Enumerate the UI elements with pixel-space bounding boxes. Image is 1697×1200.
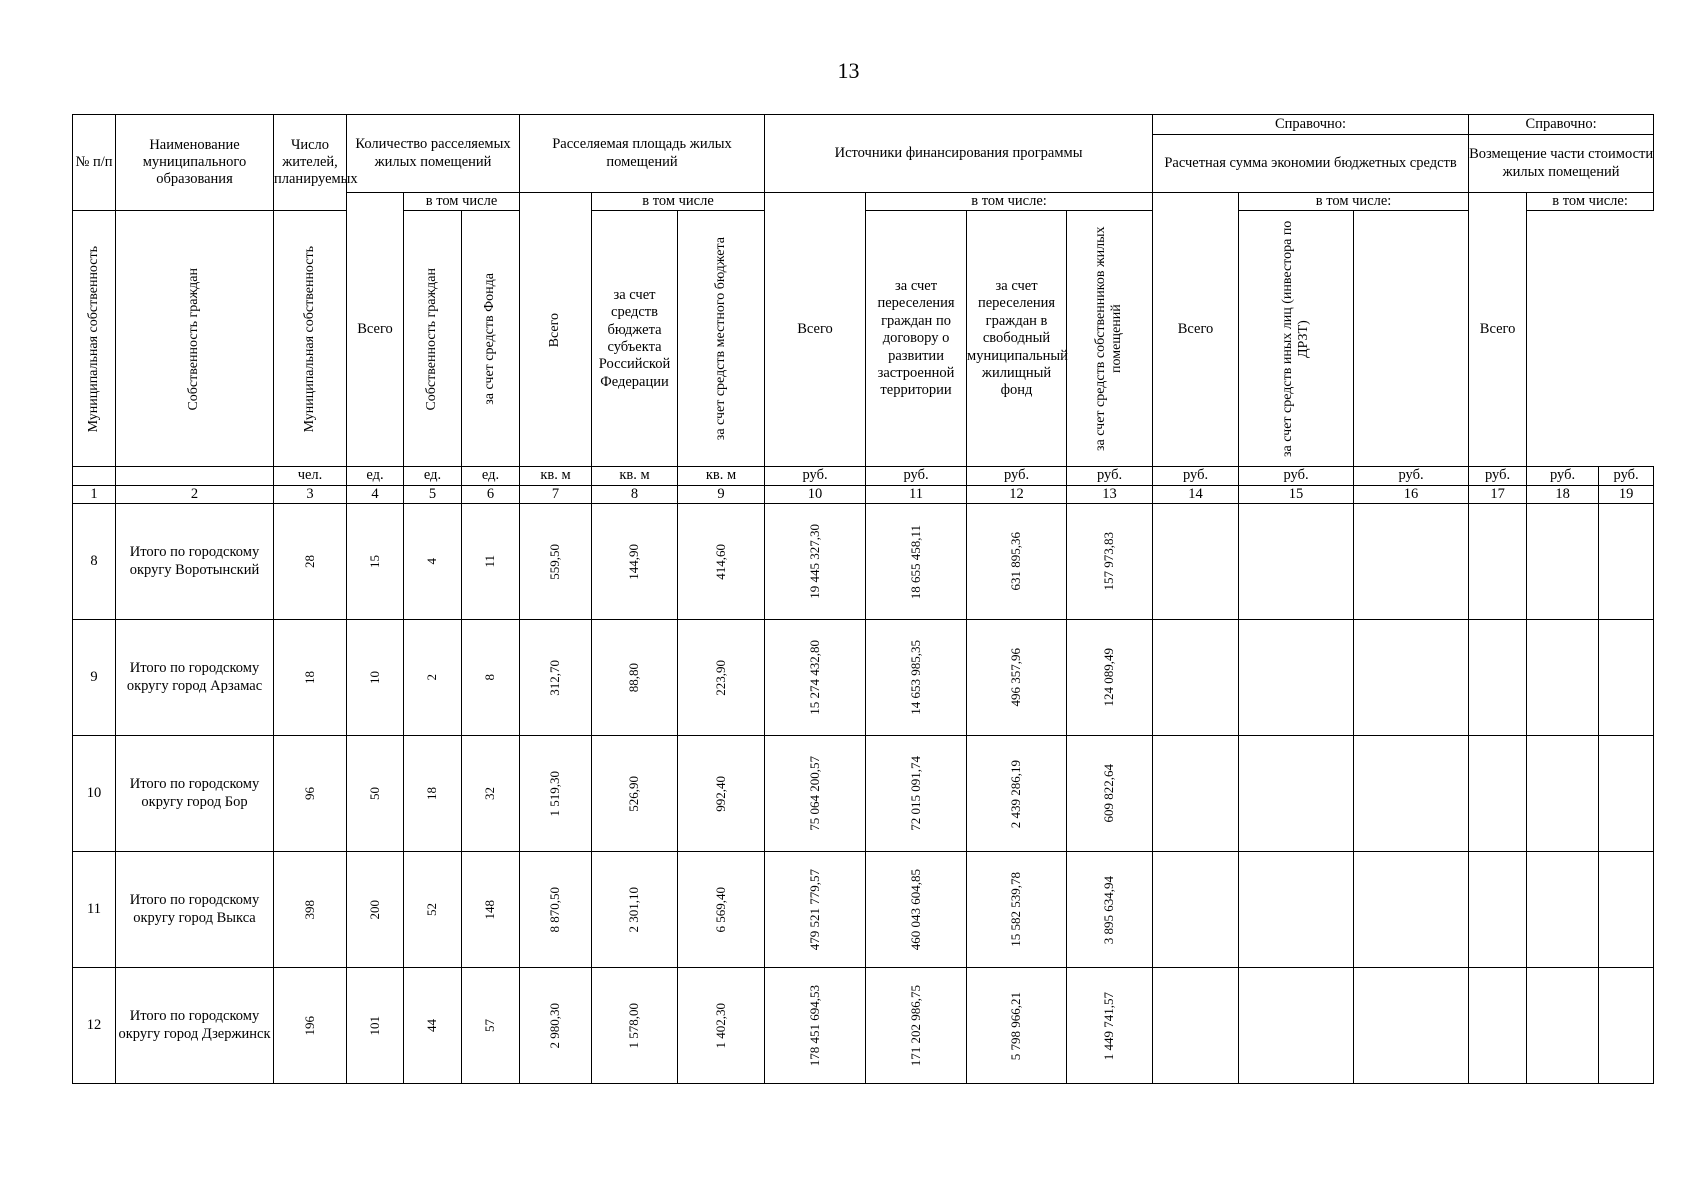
empty-cell-col-18 [1527,968,1599,1084]
cell-area-total [520,504,592,620]
cell-value: 52 [424,903,440,917]
cell-value: 2 301,10 [626,886,642,933]
header-comp-investors-label: за счет средств иных лиц (инвестора по ДРЗТ) [1279,220,1312,458]
cell-value: 496 357,96 [1008,648,1024,707]
column-number: 3 [274,485,347,503]
header-comp-total: Всего [1469,193,1527,467]
empty-cell-col-17 [1469,736,1527,852]
cell-value: 15 [366,555,382,569]
empty-cell-col-18 [1527,504,1599,620]
cell-value: 19 445 327,30 [806,524,822,600]
cell-fin-fund [866,620,967,736]
header-area-cit-label: Собственность граждан [424,267,440,411]
cell-area-cit [678,504,765,620]
cell-value: 157 973,83 [1101,532,1117,591]
cell-qty-total [347,736,404,852]
cell-fin-local [1067,852,1153,968]
cell-qty-total [347,968,404,1084]
empty-cell-col-19 [1599,968,1654,1084]
cell-value: 18 [301,671,317,685]
cell-area-mun [592,620,678,736]
cell-value: 178 451 694,53 [806,985,822,1067]
header-qty-group: Количество расселяемых жилых помещений [347,115,520,193]
cell-value: 124 089,49 [1101,648,1117,707]
column-number: 18 [1527,485,1599,503]
cell-fin-total [765,968,866,1084]
column-number: 6 [462,485,520,503]
empty-cell-col-17 [1469,620,1527,736]
table-row [73,968,1654,1084]
cell-area-cit [678,736,765,852]
cell-value: 15 582 539,78 [1008,872,1024,948]
cell-value: 992,40 [712,775,728,812]
empty-cell-col-14 [1153,968,1239,1084]
unit-cell: руб. [1354,467,1469,485]
empty-cell-col-17 [1469,968,1527,1084]
cell-value: 101 [366,1015,382,1036]
empty-cell-col-16 [1354,620,1469,736]
cell-area-cit [678,968,765,1084]
column-number: 4 [347,485,404,503]
empty-cell-col-17 [1469,504,1527,620]
header-ref-1: Справочно: [1153,115,1469,135]
cell-area-mun [592,968,678,1084]
empty-cell-col-18 [1527,620,1599,736]
empty-cell-col-15 [1239,620,1354,736]
header-qty-cit [116,211,274,467]
municipality-name: Итого по городскому округу город Бор [116,736,274,852]
cell-residents [274,620,347,736]
row-number: 8 [73,504,116,620]
column-number: 8 [592,485,678,503]
empty-cell-col-16 [1354,736,1469,852]
header-area-group: Расселяемая площадь жилых помещений [520,115,765,193]
empty-cell-col-19 [1599,504,1654,620]
cell-value: 5 798 966,21 [1008,991,1024,1060]
header-econ-incl: в том числе: [1239,193,1469,211]
empty-cell-col-16 [1354,968,1469,1084]
empty-cell-col-14 [1153,504,1239,620]
cell-area-cit [678,620,765,736]
cell-value: 28 [301,555,317,569]
cell-value: 414,60 [712,543,728,580]
cell-area-total [520,736,592,852]
empty-cell-col-15 [1239,852,1354,968]
unit-cell: руб. [1469,467,1527,485]
header-ref-2: Справочно: [1469,115,1654,135]
empty-cell-col-15 [1239,968,1354,1084]
column-number: 1 [73,485,116,503]
cell-value: 479 521 779,57 [806,869,822,951]
header-comp-owners-label: за счет средств собственников жилых помещений [1093,226,1125,452]
cell-qty-cit [462,504,520,620]
empty-cell-col-14 [1153,736,1239,852]
cell-value: 11 [482,555,498,568]
unit-cell: ед. [347,467,404,485]
cell-area-total [520,852,592,968]
cell-value: 526,90 [626,775,642,812]
cell-fin-subj [967,620,1067,736]
cell-fin-total [765,852,866,968]
unit-cell: кв. м [678,467,765,485]
empty-cell-col-18 [1527,852,1599,968]
unit-empty-2 [116,467,274,485]
cell-value: 15 274 432,80 [806,640,822,716]
table-body [73,504,1654,1084]
header-comp-incl: в том числе: [1527,193,1654,211]
cell-qty-total [347,852,404,968]
header-area-incl: в том числе [592,193,765,211]
cell-qty-mun [404,504,462,620]
column-number: 7 [520,485,592,503]
header-econ-group: Расчетная сумма экономии бюджетных средств [1153,135,1469,193]
column-number: 9 [678,485,765,503]
column-numbers-row [73,485,1654,503]
header-econ-dev: за счет переселения граждан по договору о развитии застроенной территории [866,211,967,467]
unit-cell: руб. [967,467,1067,485]
unit-cell: ед. [404,467,462,485]
header-fin-local-label: за счет средств местного бюджета [712,237,728,441]
table-row [73,504,1654,620]
empty-cell-col-15 [1239,736,1354,852]
cell-qty-mun [404,736,462,852]
table-row [73,852,1654,968]
column-number: 12 [967,485,1067,503]
header-area-mun [274,211,347,467]
row-number: 11 [73,852,116,968]
cell-fin-fund [866,968,967,1084]
cell-qty-cit [462,852,520,968]
cell-value: 200 [366,899,382,920]
header-qty-mun-label: Муниципальная собственность [85,245,101,433]
cell-value: 312,70 [547,659,563,696]
header-qty-incl: в том числе [404,193,520,211]
cell-value: 57 [482,1019,498,1033]
unit-cell: кв. м [520,467,592,485]
cell-value: 6 569,40 [712,886,728,933]
cell-value: 10 [366,671,382,685]
header-qty-cit-label: Собственность граждан [186,267,202,411]
cell-value: 196 [301,1015,317,1036]
cell-fin-fund [866,736,967,852]
cell-value: 14 653 985,35 [907,640,923,716]
cell-area-mun [592,852,678,968]
cell-qty-total [347,620,404,736]
municipality-name: Итого по городскому округу Воротынский [116,504,274,620]
header-fin-total: Всего [765,193,866,467]
cell-area-cit [678,852,765,968]
header-comp-group: Возмещение части стоимости жилых помещений [1469,135,1654,193]
header-econ-total: Всего [1153,193,1239,467]
cell-value: 144,90 [626,543,642,580]
cell-area-mun [592,504,678,620]
empty-cell-col-19 [1599,736,1654,852]
cell-fin-local [1067,968,1153,1084]
unit-cell: руб. [1599,467,1654,485]
unit-cell: чел. [274,467,347,485]
cell-value: 559,50 [547,543,563,580]
cell-value: 148 [482,899,498,920]
cell-residents [274,736,347,852]
cell-fin-fund [866,504,967,620]
cell-fin-local [1067,504,1153,620]
header-comp-owners [1067,211,1153,467]
header-residents: Число жителей, планируемых [274,115,347,211]
cell-fin-local [1067,620,1153,736]
column-number: 15 [1239,485,1354,503]
column-number: 11 [866,485,967,503]
cell-value: 1 519,30 [547,770,563,817]
empty-cell-col-16 [1354,852,1469,968]
column-number: 14 [1153,485,1239,503]
unit-cell: руб. [1067,467,1153,485]
cell-value: 631 895,36 [1008,532,1024,591]
cell-fin-total [765,504,866,620]
header-comp-investors [1239,211,1354,467]
header-fin-group: Источники финансирования программы [765,115,1153,193]
unit-cell: кв. м [592,467,678,485]
empty-cell-col-14 [1153,852,1239,968]
cell-value: 1 449 741,57 [1101,991,1117,1060]
empty-cell-col-15 [1239,504,1354,620]
cell-qty-total [347,504,404,620]
municipality-name: Итого по городскому округу город Дзержинск [116,968,274,1084]
empty-cell-col-19 [1599,620,1654,736]
column-number: 2 [116,485,274,503]
cell-value: 8 [482,674,498,681]
cell-fin-subj [967,504,1067,620]
empty-cell-col-14 [1153,620,1239,736]
header-num: № п/п [73,115,116,211]
cell-value: 96 [301,787,317,801]
header-area-total-label: Всего [547,312,563,347]
header-qty-total: Всего [347,193,404,467]
cell-value: 398 [301,899,317,920]
unit-cell: руб. [1239,467,1354,485]
column-number: 13 [1067,485,1153,503]
column-number: 19 [1599,485,1654,503]
cell-value: 72 015 091,74 [907,756,923,832]
row-number: 9 [73,620,116,736]
cell-fin-subj [967,968,1067,1084]
cell-area-total [520,968,592,1084]
table-row [73,736,1654,852]
cell-value: 2 439 286,19 [1008,759,1024,828]
empty-cell-col-19 [1599,852,1654,968]
header-fin-fund [462,211,520,467]
unit-cell: руб. [866,467,967,485]
cell-fin-fund [866,852,967,968]
cell-value: 171 202 986,75 [907,985,923,1067]
unit-empty-1 [73,467,116,485]
resettlement-table [72,114,1654,1084]
cell-value: 609 822,64 [1101,764,1117,823]
cell-qty-cit [462,736,520,852]
header-area-cit [404,211,462,467]
header-fin-incl: в том числе: [866,193,1153,211]
cell-residents [274,968,347,1084]
cell-fin-subj [967,852,1067,968]
unit-cell: руб. [1527,467,1599,485]
cell-value: 8 870,50 [547,886,563,933]
empty-cell-col-16 [1354,504,1469,620]
cell-qty-cit [462,620,520,736]
cell-value: 223,90 [712,659,728,696]
page-number: 13 [837,58,860,83]
cell-value: 18 [424,787,440,801]
cell-residents [274,852,347,968]
cell-value: 44 [424,1019,440,1033]
empty-cell-col-18 [1527,736,1599,852]
cell-area-total [520,620,592,736]
cell-area-mun [592,736,678,852]
header-qty-mun [73,211,116,467]
header-fin-subj: за счет средств бюджета субъекта Российской Федерации [592,211,678,467]
cell-fin-total [765,620,866,736]
cell-value: 50 [366,787,382,801]
cell-value: 75 064 200,57 [806,756,822,832]
header-econ-free: за счет переселения граждан в свободный муниципальный жилищный фонд [967,211,1067,467]
column-number: 10 [765,485,866,503]
cell-fin-subj [967,736,1067,852]
column-number: 17 [1469,485,1527,503]
cell-value: 2 [424,674,440,681]
cell-fin-total [765,736,866,852]
unit-cell: ед. [462,467,520,485]
header-fin-fund-label: за счет средств Фонда [482,273,498,405]
cell-value: 32 [482,787,498,801]
column-number: 5 [404,485,462,503]
empty-cell-col-17 [1469,852,1527,968]
cell-qty-mun [404,620,462,736]
cell-qty-cit [462,968,520,1084]
unit-cell: руб. [1153,467,1239,485]
row-number: 12 [73,968,116,1084]
cell-value: 18 655 458,11 [907,524,923,599]
cell-value: 1 578,00 [626,1002,642,1049]
cell-value: 88,80 [626,663,642,693]
header-area-total [520,193,592,467]
cell-qty-mun [404,968,462,1084]
municipality-name: Итого по городскому округу город Выкса [116,852,274,968]
municipality-name: Итого по городскому округу город Арзамас [116,620,274,736]
cell-fin-local [1067,736,1153,852]
unit-cell: руб. [765,467,866,485]
row-number: 10 [73,736,116,852]
header-name: Наименование муниципального образования [116,115,274,211]
cell-value: 4 [424,558,440,565]
header-area-mun-label: Муниципальная собственность [301,245,317,433]
cell-value: 3 895 634,94 [1101,875,1117,944]
column-number: 16 [1354,485,1469,503]
header-fin-local [678,211,765,467]
cell-value: 1 402,30 [712,1002,728,1049]
table-row [73,620,1654,736]
cell-qty-mun [404,852,462,968]
cell-value: 460 043 604,85 [907,869,923,951]
units-row [73,467,1654,485]
cell-value: 2 980,30 [547,1002,563,1049]
cell-residents [274,504,347,620]
